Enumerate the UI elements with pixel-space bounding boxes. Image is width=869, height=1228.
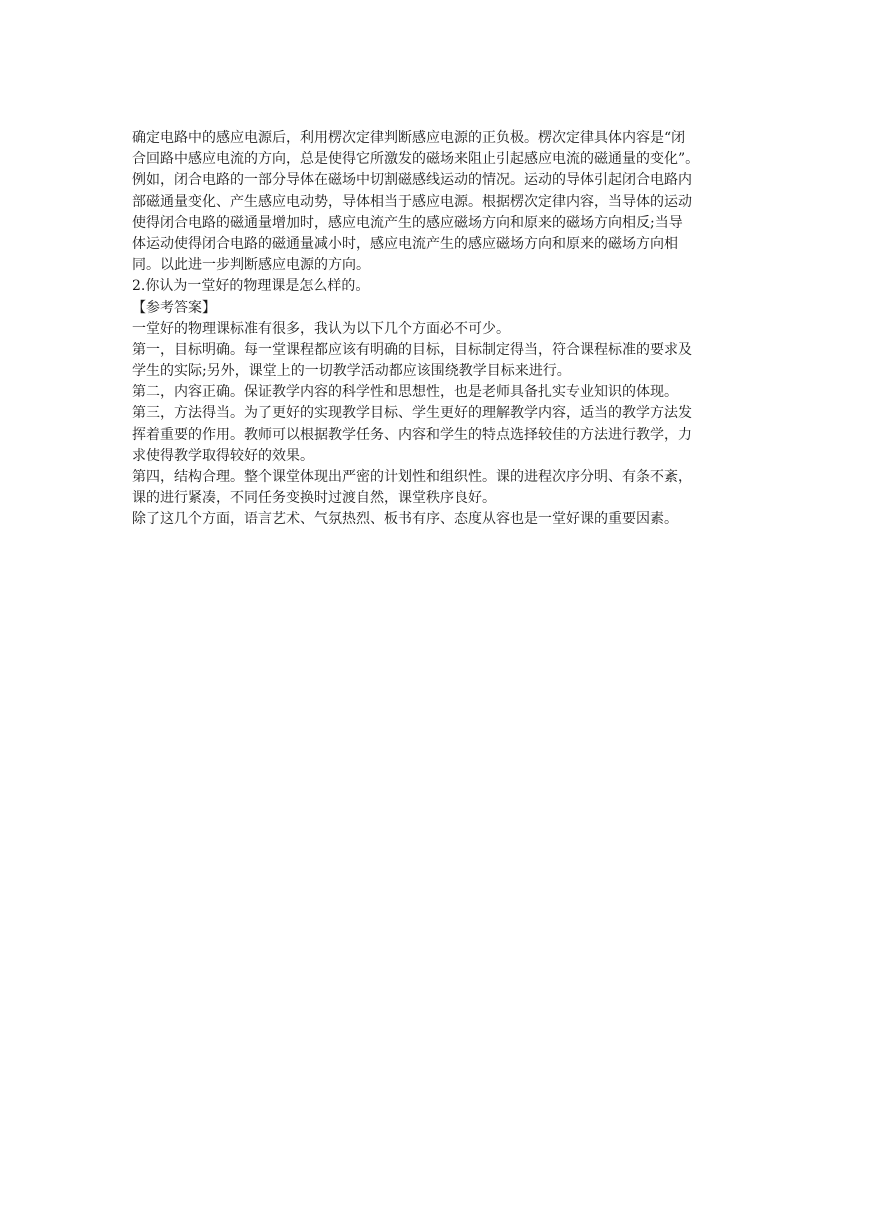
text-line: 使得闭合电路的磁通量增加时，感应电流产生的感应磁场方向和原来的磁场方向相反;当导 (132, 214, 683, 231)
document-body (132, 128, 740, 531)
text-line: 学生的实际;另外，课堂上的一切教学活动都应该围绕教学目标来进行。 (132, 363, 571, 380)
text-line: 第一，目标明确。每一堂课程都应该有明确的目标，目标制定得当，符合课程标准的要求及 (132, 341, 692, 358)
text-line: 挥着重要的作用。教师可以根据教学任务、内容和学生的特点选择较佳的方法进行教学，力 (132, 426, 692, 443)
text-line: 一堂好的物理课标准有很多，我认为以下几个方面必不可少。 (132, 320, 510, 337)
text-line: 确定电路中的感应电源后，利用楞次定律判断感应电源的正负极。楞次定律具体内容是“闭 (132, 130, 686, 146)
text-line: 求使得教学取得较好的效果。 (132, 447, 314, 464)
text-line: 除了这几个方面，语言艺术、气氛热烈、板书有序、态度从容也是一堂好课的重要因素。 (132, 511, 678, 528)
question-heading: 2.你认为一堂好的物理课是怎么样的。 (132, 278, 370, 295)
text-line: 体运动使得闭合电路的磁通量减小时，感应电流产生的感应磁场方向和原来的磁场方向相 (132, 235, 678, 252)
text-line: 课的进行紧凑，不同任务变换时过渡自然，课堂秩序良好。 (132, 490, 496, 507)
text-line: 第三，方法得当。为了更好的实现教学目标、学生更好的理解教学内容，适当的教学方法发 (132, 405, 692, 422)
text-line: 合回路中感应电流的方向，总是使得它所激发的磁场来阻止引起感应电流的磁通量的变化”。 (132, 151, 700, 168)
text-line: 部磁通量变化、产生感应电动势，导体相当于感应电源。根据楞次定律内容，当导体的运动 (132, 193, 692, 210)
text-line: 第四，结构合理。整个课堂体现出严密的计划性和组织性。课的进程次序分明、有条不紊， (132, 469, 692, 485)
text-line: 第二，内容正确。保证教学内容的科学性和思想性，也是老师具备扎实专业知识的体现。 (132, 384, 678, 401)
answer-heading: 【参考答案】 (132, 299, 216, 316)
text-line: 同。以此进一步判断感应电源的方向。 (132, 257, 370, 274)
text-line: 例如，闭合电路的一部分导体在磁场中切割磁感线运动的情况。运动的导体引起闭合电路内 (132, 172, 692, 189)
